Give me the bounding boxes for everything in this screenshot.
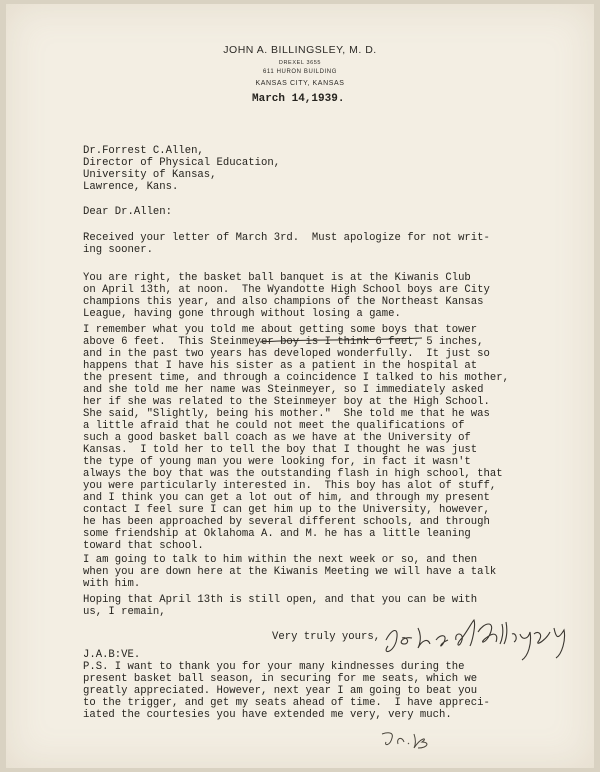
text-line: Received your letter of March 3rd. Must apologize for not writ- — [83, 232, 490, 244]
letterhead-city: KANSAS CITY, KANSAS — [255, 80, 345, 87]
text-line: and I think you can get a lot out of him, and through my present — [83, 492, 490, 504]
text-line: the present time, and through a coincidence I talked to his mother, — [83, 372, 509, 384]
text-line: I remember what you told me about getting some boys that tower — [83, 324, 478, 336]
letterhead-name: JOHN A. BILLINGSLEY, M. D. — [223, 44, 377, 56]
text-line: he has been approached by several different schools, and through — [83, 516, 490, 528]
paragraph-2 — [83, 272, 553, 320]
text-line: you were particularly interested in. This boy has alot of stuff, — [83, 480, 497, 492]
text-line: with him. — [83, 578, 141, 590]
text-line: the type of young man you were looking for, in fact it wasn't — [83, 456, 471, 468]
text-line: League, having gone through without losing a game. — [83, 308, 401, 320]
text-line: P.S. I want to thank you for your many kindnesses during the — [83, 661, 465, 673]
recipient-line: Director of Physical Education, — [83, 157, 281, 169]
letter-date: March 14,1939. — [252, 93, 345, 105]
text-line: and in the past two years has developed wonderfully. It just so — [83, 348, 490, 360]
salutation: Dear Dr.Allen: — [83, 206, 173, 218]
text-line: on April 13th, at noon. The Wyandotte High School boys are City — [83, 284, 490, 296]
text-line: champions this year, and also champions of the Northeast Kansas — [83, 296, 484, 308]
handwritten-underline — [258, 332, 424, 344]
text-line: happens that I have his sister as a patient in the hospital at — [83, 360, 478, 372]
text-line: when you are down here at the Kiwanis Meeting we will have a talk — [83, 566, 497, 578]
text-line: I am going to talk to him within the next week or so, and then — [83, 554, 478, 566]
text-line: toward that school. — [83, 540, 204, 552]
text-line: us, I remain, — [83, 606, 166, 618]
text-line: ing sooner. — [83, 244, 153, 256]
handwritten-initials — [378, 728, 434, 752]
closing: Very truly yours, — [272, 631, 381, 643]
text-line: a little afraid that he could not meet the qualifications of — [83, 420, 465, 432]
recipient-address — [83, 145, 280, 193]
text-line: some friendship at Oklahoma A. and M. he has a little leaning — [83, 528, 471, 540]
letterhead-phone: DREXEL 3655 — [278, 60, 322, 66]
text-line: You are right, the basket ball banquet is at the Kiwanis Club — [83, 272, 471, 284]
paragraph-4 — [83, 554, 553, 590]
text-line: and she told me her name was Steinmeyer, so I immediately asked — [83, 384, 484, 396]
text-line: Kansas. I told her to tell the boy that I thought he was just — [83, 444, 478, 456]
text-line: such a good basket ball coach as we have at the University of — [83, 432, 471, 444]
text-line: always the boy that was the outstanding flash in high school, that — [83, 468, 503, 480]
text-line: to the trigger, and get my seats ahead of time. I have appreci- — [83, 697, 490, 709]
text-line: her if she was related to the Steinmeyer boy at the High School. — [83, 396, 490, 408]
recipient-line: Lawrence, Kans. — [83, 181, 179, 193]
letterhead-building: 611 HURON BUILDING — [262, 69, 338, 75]
paragraph-1 — [83, 232, 553, 256]
text-line: above 6 feet. This Steinmeyer boy is I think 6 feet, 5 inches, — [83, 336, 484, 348]
recipient-line: University of Kansas, — [83, 169, 217, 181]
paragraph-3 — [83, 324, 553, 552]
text-line: present basket ball season, in securing for me seats, which we — [83, 673, 478, 685]
text-line: She said, "Slightly, being his mother." She told me that he was — [83, 408, 490, 420]
typist-initials: J.A.B:VE. — [83, 649, 141, 661]
text-line: Hoping that April 13th is still open, and that you can be with — [83, 594, 478, 606]
text-line: iated the courtesies you have extended me very, very much. — [83, 709, 452, 721]
recipient-line: Dr.Forrest C.Allen, — [83, 145, 204, 157]
text-line: contact I feel sure I can get him up to the University, however, — [83, 504, 490, 516]
postscript — [83, 661, 490, 721]
text-line: greatly appreciated. However, next year I am going to beat you — [83, 685, 478, 697]
